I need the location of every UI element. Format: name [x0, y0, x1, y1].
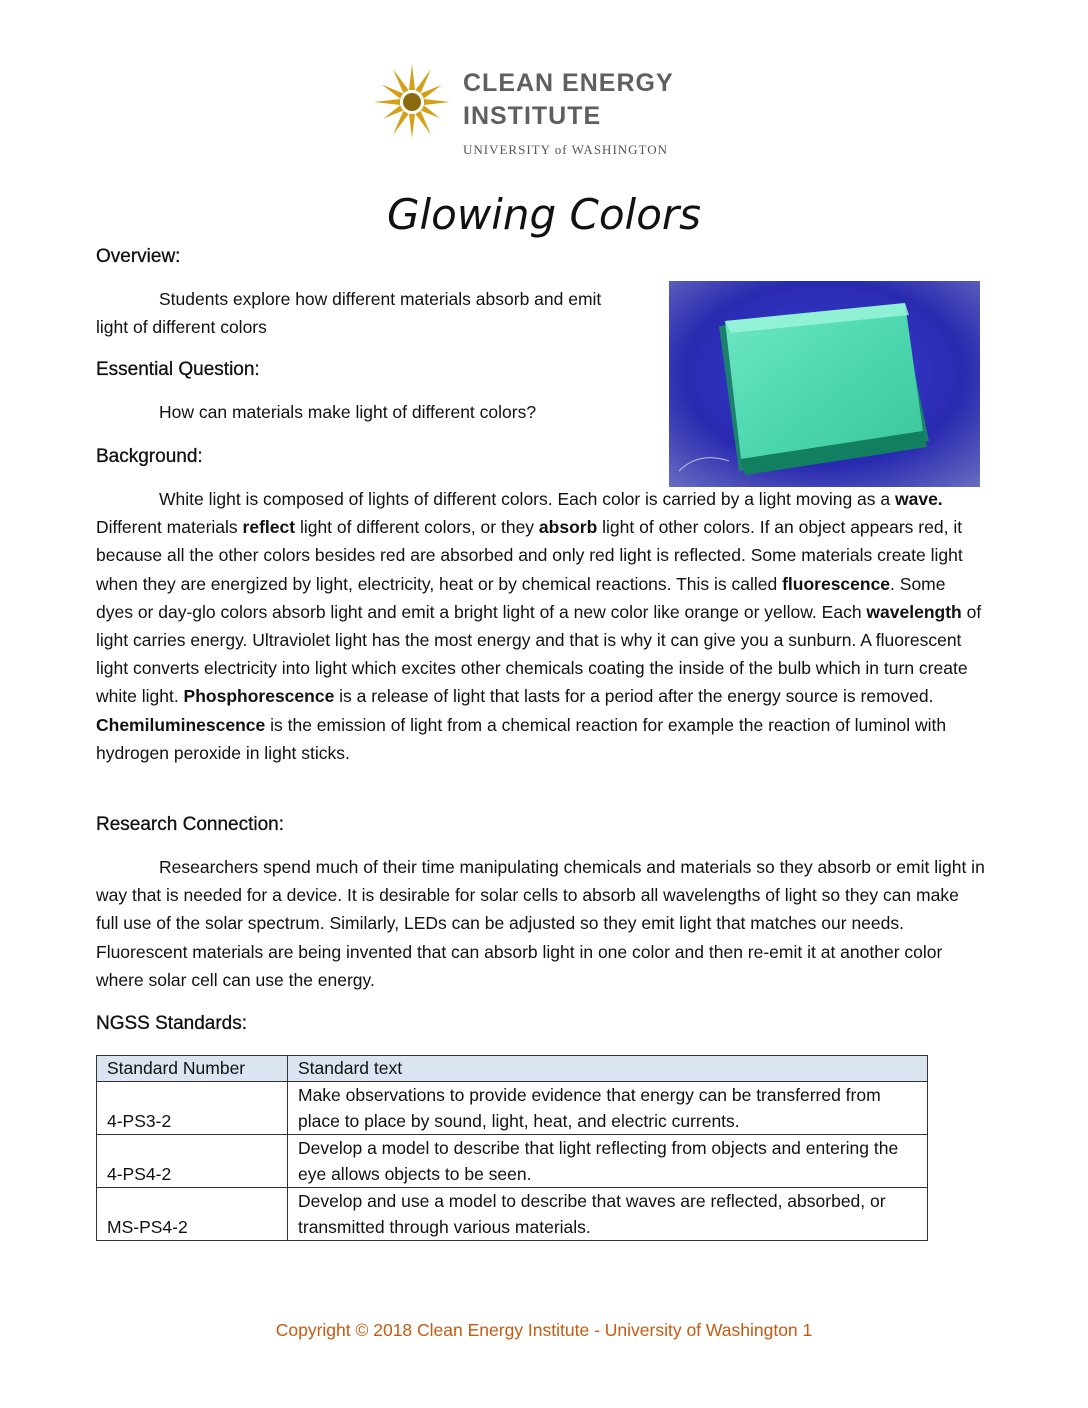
background-heading: Background:: [96, 446, 203, 467]
term-phosphorescence: Phosphorescence: [183, 686, 335, 707]
essential-question-body: How can materials make light of different colors?: [159, 402, 537, 422]
ngss-heading: NGSS Standards:: [96, 1013, 248, 1034]
background-run: is a release of light that lasts for a period after the energy source is removed.: [334, 686, 934, 707]
standard-text: Develop a model to describe that light reflecting from objects and entering the eye allows objects to be seen.: [288, 1135, 928, 1188]
standard-text: Develop and use a model to describe that waves are reflected, absorbed, or transmitted through various materials.: [288, 1188, 928, 1241]
logo-text-line1: CLEAN ENERGY: [463, 69, 674, 97]
background-run: . Some dyes or day-glo colors absorb light and emit a bright light of a new color like orange or yellow. Each: [96, 573, 946, 622]
table-row: [97, 1188, 928, 1241]
glowing-slab-image: [669, 281, 980, 487]
overview-heading: Overview:: [96, 246, 181, 267]
background-run: is the emission of light from a chemical reaction for example the reaction of luminol with hydrogen peroxide in light sticks.: [96, 714, 947, 763]
overview-body: Students explore how different materials absorb and emit light of different colors: [96, 289, 602, 338]
institute-logo: [372, 62, 732, 162]
research-body: Researchers spend much of their time manipulating chemicals and materials so they absorb or emit light in way that is needed for a device. It is desirable for solar cells to absorb all wavelengths of light so they can make full use of the solar spectrum. Similarly, LEDs can be adjusted so they emit light that matches our needs. Fluorescent materials are being invented that can absorb light in one color and then re-emit it at another color where solar cell can use the energy.: [96, 857, 985, 990]
logo-text-line2: INSTITUTE: [463, 102, 602, 130]
background-run: light of other colors. If an object appears red, it because all the other colors besides red are absorbed and only red light is reflected. Some materials create light when they are energized by light, electricity, heat or by chemical reactions. This is called: [96, 517, 963, 594]
essential-question-text: [96, 398, 656, 426]
standard-number: 4-PS3-2: [97, 1082, 288, 1135]
table-header-row: [97, 1056, 928, 1082]
background-run: light of different colors, or they: [295, 517, 539, 538]
term-wavelength: wavelength: [866, 601, 962, 622]
copyright-footer: Copyright © 2018 Clean Energy Institute - University of Washington 1: [275, 1320, 813, 1340]
page-title: Glowing Colors: [386, 190, 702, 239]
table-row: [97, 1082, 928, 1135]
column-header-text: Standard text: [288, 1056, 928, 1082]
overview-text: [96, 285, 636, 341]
term-reflect: reflect: [242, 517, 296, 538]
table-row: [97, 1135, 928, 1188]
term-wave: wave.: [895, 489, 943, 509]
standard-number: 4-PS4-2: [97, 1135, 288, 1188]
sun-logo-icon: [372, 62, 454, 144]
logo-university: UNIVERSITY of WASHINGTON: [463, 142, 669, 157]
research-heading: Research Connection:: [96, 814, 284, 835]
glowing-slab-photo: [669, 281, 980, 487]
column-header-number: Standard Number: [97, 1056, 288, 1082]
research-text: [96, 853, 986, 994]
standard-number: MS-PS4-2: [97, 1188, 288, 1241]
term-absorb: absorb: [538, 517, 598, 538]
term-chemiluminescence: Chemiluminescence: [96, 714, 266, 735]
ngss-standards-table: [96, 1055, 928, 1241]
term-fluorescence: fluorescence: [782, 573, 891, 594]
background-run: Different materials: [96, 517, 243, 538]
background-run: White light is composed of lights of different colors. Each color is carried by a light moving as a: [159, 489, 895, 509]
essential-question-heading: Essential Question:: [96, 359, 260, 380]
standard-text: Make observations to provide evidence that energy can be transferred from place to place by sound, light, heat, and electric currents.: [288, 1082, 928, 1135]
background-text: [96, 485, 986, 767]
background-run: of light carries energy. Ultraviolet light has the most energy and that is why it can give you a sunburn. A fluorescent light converts electricity into light which excites other chemicals coating the inside of the bulb which in turn create white light.: [96, 601, 982, 707]
